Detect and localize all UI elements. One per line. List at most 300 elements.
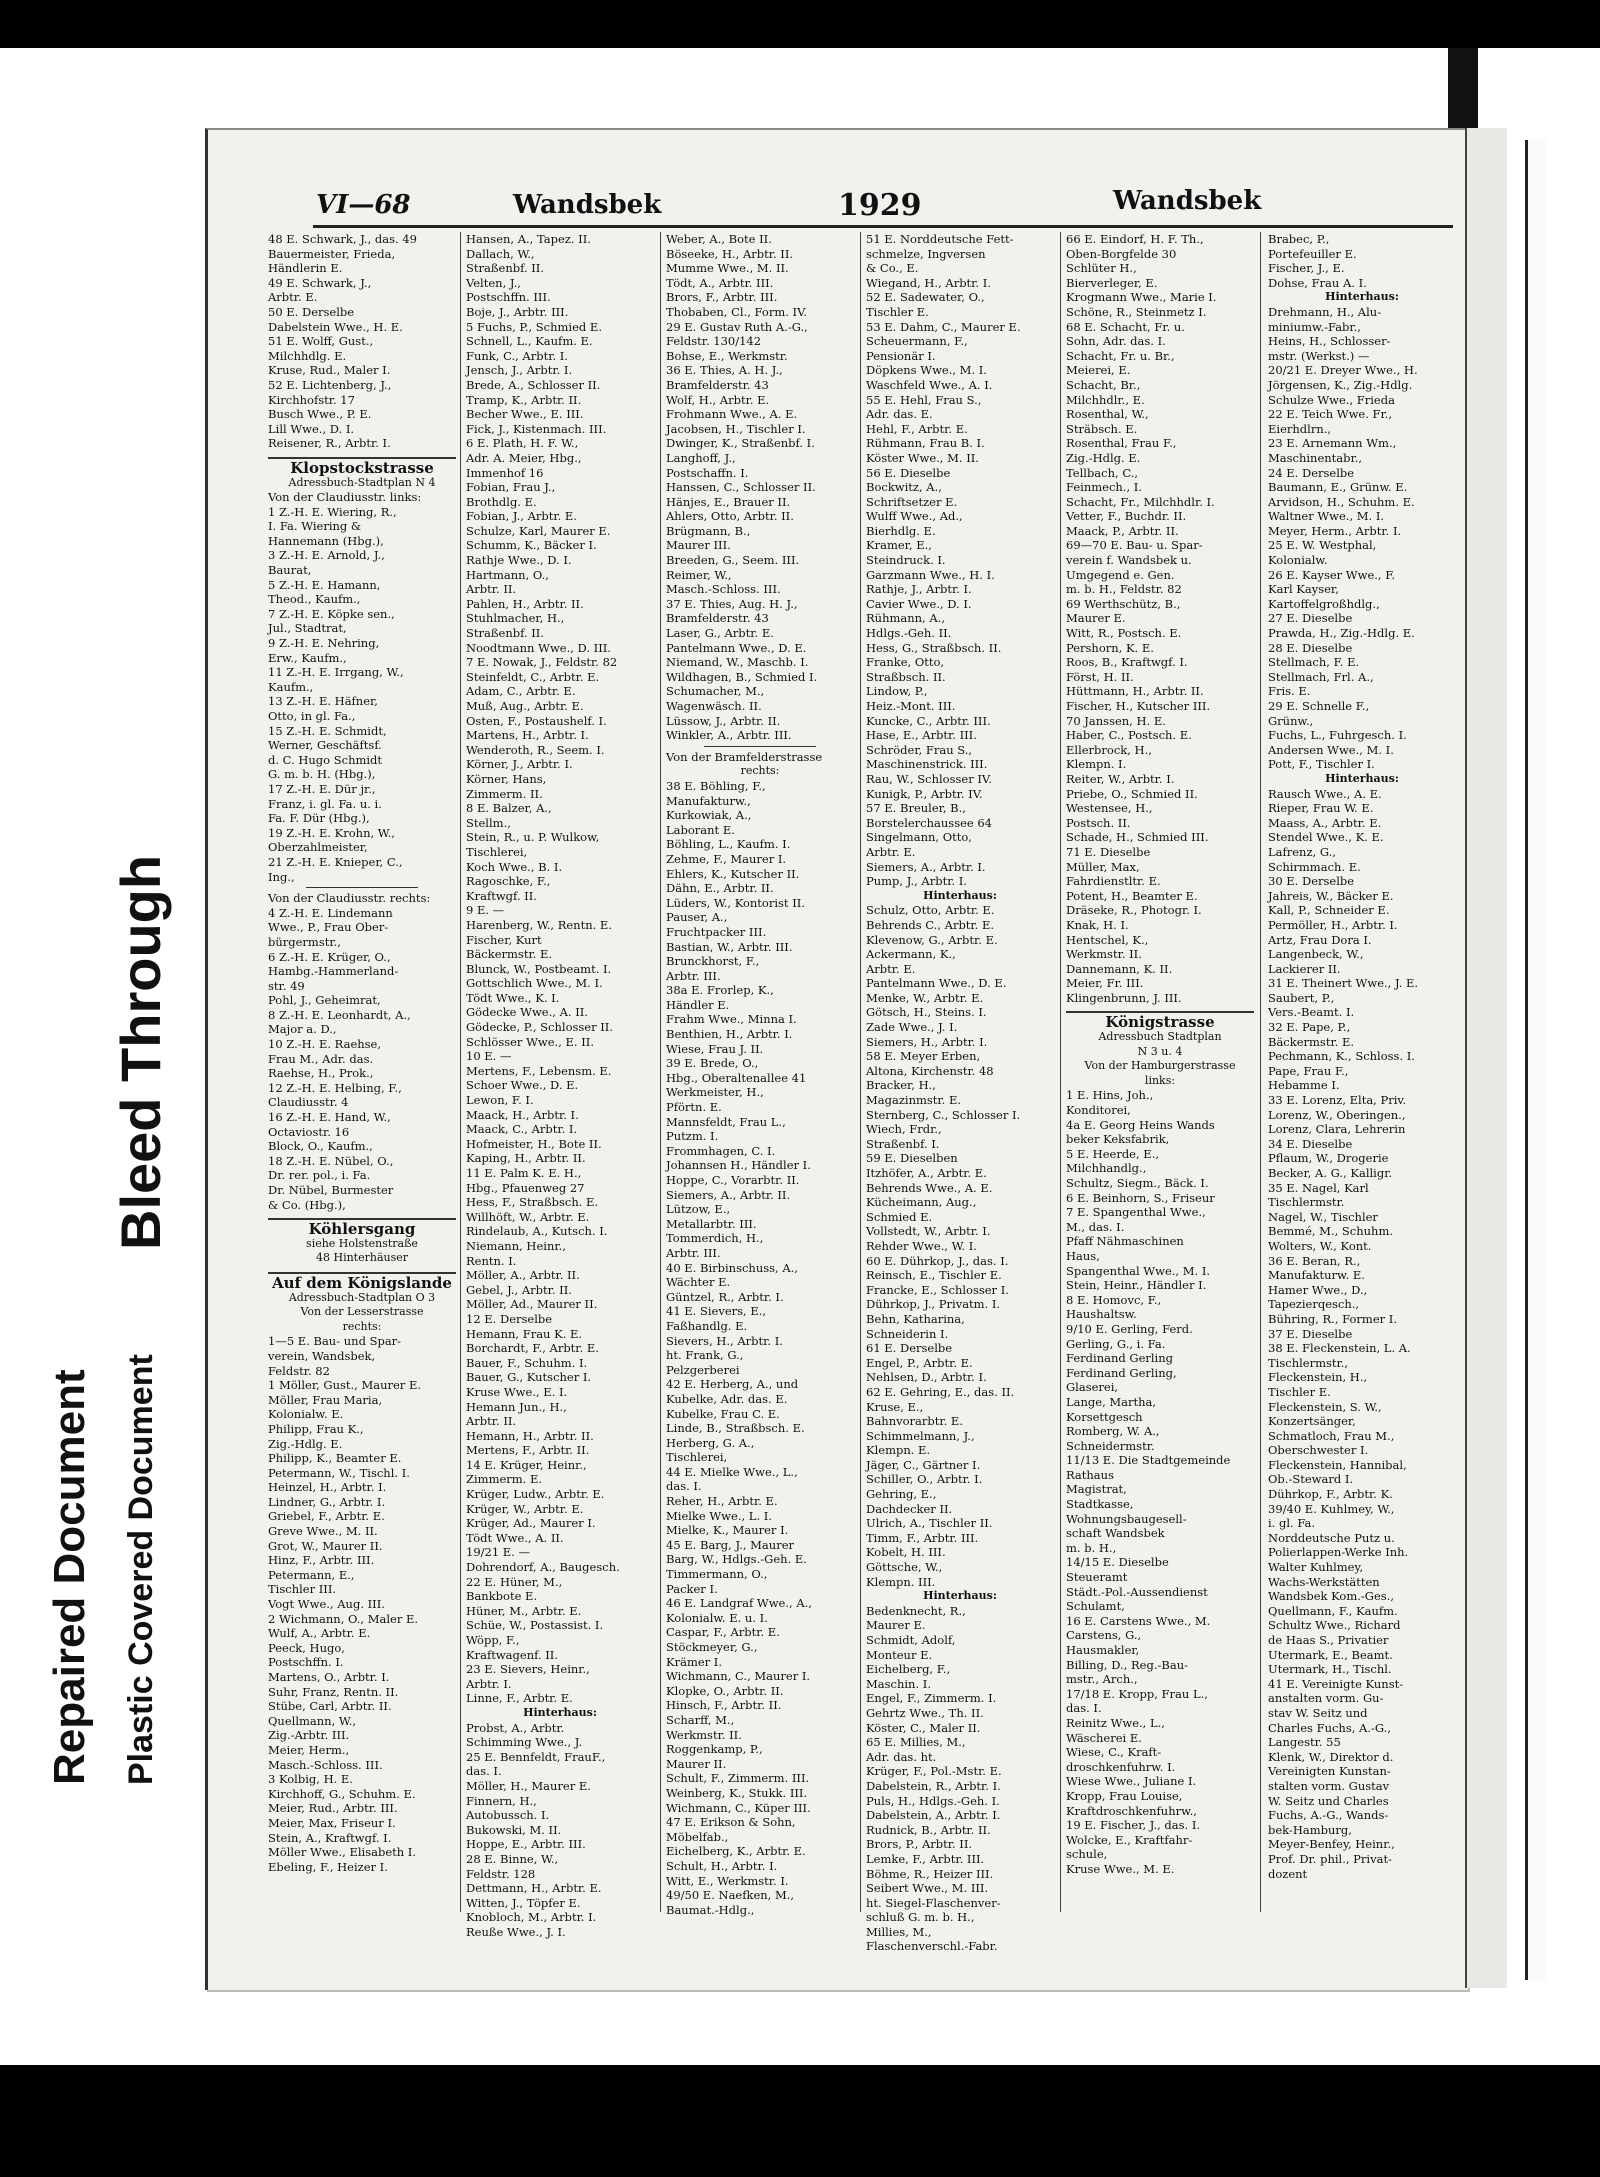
directory-entry: 46 E. Landgraf Wwe., A.,: [666, 1596, 812, 1611]
directory-entry: Böhme, R., Heizer III.: [866, 1866, 994, 1881]
directory-entry: Scharff, M.,: [666, 1712, 735, 1727]
directory-entry: Stuhlmacher, H.,: [466, 611, 565, 626]
directory-entry: Arbtr. III.: [666, 968, 721, 983]
directory-entry: Kraftwgf. II.: [466, 888, 537, 903]
directory-entry: Feinmech., I.: [1066, 480, 1142, 495]
directory-entry: Fris. E.: [1268, 684, 1311, 699]
directory-entry: i. gl. Fa.: [1268, 1516, 1316, 1531]
directory-entry: Portefeuiller E.: [1268, 246, 1357, 261]
directory-entry: Rühmann, A.,: [866, 611, 945, 626]
directory-entry: Bukowski, M. II.: [466, 1822, 562, 1837]
directory-entry: Vers.-Beamt. I.: [1268, 1005, 1355, 1020]
directory-entry: Witten, J., Töpfer E.: [466, 1895, 581, 1910]
directory-entry: Köster Wwe., M. II.: [866, 450, 979, 465]
directory-entry: Werkmstr. II.: [666, 1727, 742, 1742]
directory-entry: Steueramt: [1066, 1570, 1128, 1585]
directory-entry: Karl Kayser,: [1268, 582, 1339, 597]
directory-entry: Engel, F., Zimmerm. I.: [866, 1691, 997, 1706]
directory-entry: Stein, R., u. P. Wulkow,: [466, 830, 600, 845]
directory-entry: Zehme, F., Maurer I.: [666, 851, 787, 866]
street-subheading: N 3 u. 4: [1137, 1044, 1183, 1058]
directory-entry: Bohse, E., Werkmstr.: [666, 348, 788, 363]
directory-entry: 51 E. Wolff, Gust.,: [268, 334, 374, 349]
directory-entry: Baurat,: [268, 563, 312, 578]
directory-entry: Kruse Wwe., E. I.: [466, 1384, 568, 1399]
directory-entry: Dabelstein, A., Arbtr. I.: [866, 1808, 1001, 1823]
directory-entry: Dührkop, F., Arbtr. K.: [1268, 1487, 1393, 1502]
directory-entry: Pensionär I.: [866, 348, 936, 363]
directory-entry: 59 E. Dieselben: [866, 1151, 958, 1166]
directory-entry: Lemke, F., Arbtr. III.: [866, 1851, 985, 1866]
page-number: VI—68: [316, 190, 411, 220]
directory-entry: 71 E. Dieselbe: [1066, 844, 1151, 859]
directory-entry: Kraftwagenf. II.: [466, 1647, 558, 1662]
directory-entry: 4a E. Georg Heins Wands: [1066, 1117, 1215, 1132]
directory-entry: Rosenthal, Frau F.,: [1066, 436, 1177, 451]
directory-entry: 23 E. Sievers, Heinr.,: [466, 1662, 590, 1677]
directory-entry: 1 Z.-H. E. Wiering, R.,: [268, 504, 397, 519]
directory-entry: Straßenbf. II.: [466, 261, 545, 276]
directory-entry: bürgermstr.,: [268, 934, 341, 949]
directory-entry: 22 E. Hüner, M.,: [466, 1574, 563, 1589]
directory-entry: Lewon, F. I.: [466, 1093, 534, 1108]
directory-entry: Linde, B., Straßbsch. E.: [666, 1421, 805, 1436]
plastic-covered-label: Plastic Covered Document: [122, 1354, 160, 1785]
directory-entry: Stadtkasse,: [1066, 1497, 1134, 1512]
directory-entry: Schulze, Karl, Maurer E.: [466, 523, 611, 538]
directory-entry: Rehder Wwe., W. I.: [866, 1238, 977, 1253]
directory-entry: Stein, A., Kraftwgf. I.: [268, 1830, 392, 1845]
directory-entry: Bauermeister, Frieda,: [268, 246, 396, 261]
directory-entry: Lüders, W., Kontorist II.: [666, 895, 805, 910]
directory-entry: schmelze, Ingversen: [866, 246, 986, 261]
directory-entry: Schüe, W., Postassist. I.: [466, 1618, 604, 1633]
directory-entry: Billing, D., Reg.-Bau-: [1066, 1657, 1188, 1672]
directory-entry: Major a. D.,: [268, 1022, 337, 1037]
directory-entry: Kücheimann, Aug.,: [866, 1195, 977, 1210]
directory-entry: Kaping, H., Arbtr. II.: [466, 1151, 586, 1166]
directory-entry: Bierhdlg. E.: [866, 523, 936, 538]
directory-entry: Walter Kuhlmey,: [1268, 1560, 1364, 1575]
directory-entry: de Haas S., Privatier: [1268, 1633, 1389, 1647]
directory-entry: Reinitz Wwe., L.,: [1066, 1715, 1165, 1730]
directory-entry: Bankbote E.: [466, 1589, 538, 1604]
directory-entry: Meier, Max, Friseur I.: [268, 1815, 396, 1830]
column-divider: [660, 232, 661, 1912]
directory-entry: Witt, E., Werkmstr. I.: [666, 1873, 789, 1888]
directory-entry: Siemers, A., Arbtr. I.: [866, 859, 986, 874]
directory-entry: 41 E. Sievers, E.,: [666, 1304, 767, 1319]
directory-entry: Schacht, Fr., Milchhdlr. I.: [1066, 494, 1215, 509]
directory-entry: 14/15 E. Dieselbe: [1066, 1555, 1169, 1570]
directory-entry: 9 E. —: [466, 903, 505, 918]
directory-entry: Krüger, F., Pol.-Mstr. E.: [866, 1764, 1002, 1779]
directory-entry: Peeck, Hugo,: [268, 1640, 345, 1655]
directory-entry: Rathaus: [1066, 1467, 1114, 1482]
directory-entry: 8 E. Balzer, A.,: [466, 801, 552, 816]
directory-entry: Wwe., P., Frau Ober-: [268, 920, 389, 935]
directory-entry: Timm, F., Arbtr. III.: [866, 1530, 979, 1545]
directory-entry: Boje, J., Arbtr. III.: [466, 304, 569, 319]
directory-entry: Bracker, H.,: [866, 1078, 936, 1093]
directory-entry: Saubert, P.,: [1268, 990, 1335, 1005]
directory-entry: Krogmann Wwe., Marie I.: [1066, 290, 1217, 305]
bleed-through-label: Bleed Through: [108, 845, 173, 1260]
directory-entry: Bauer, F., Schuhm. I.: [466, 1355, 588, 1370]
street-heading: Klopstockstrasse: [268, 457, 456, 476]
directory-entry: Lindow, P.,: [866, 684, 928, 699]
directory-entry: 47 E. Erikson & Sohn,: [666, 1815, 796, 1830]
directory-entry: Hanssen, C., Schlosser II.: [666, 480, 816, 495]
directory-entry: Petermann, W., Tischl. I.: [268, 1465, 410, 1480]
directory-entry: Feldstr. 130/142: [666, 334, 762, 349]
directory-entry: Adam, C., Arbtr. E.: [466, 684, 576, 699]
directory-entry: Wandsbek Kom.-Ges.,: [1268, 1589, 1394, 1604]
directory-entry: Reisener, R., Arbtr. I.: [268, 436, 391, 451]
directory-entry: Hinsch, F., Arbtr. II.: [666, 1698, 782, 1713]
directory-entry: Osten, F., Postaushelf. I.: [466, 713, 607, 728]
directory-entry: Griebel, F., Arbtr. E.: [268, 1509, 385, 1524]
directory-entry: Masch.-Schloss. III.: [268, 1757, 383, 1772]
directory-entry: Maschin. I.: [866, 1676, 931, 1691]
directory-entry: 44 E. Mielke Wwe., L.,: [666, 1464, 798, 1479]
directory-entry: Martens, H., Arbtr. I.: [466, 728, 589, 743]
directory-entry: Norddeutsche Putz u.: [1268, 1530, 1395, 1545]
directory-entry: Ferdinand Gerling,: [1066, 1365, 1177, 1380]
directory-entry: Schlüter H.,: [1066, 261, 1137, 276]
directory-entry: Charles Fuchs, A.-G.,: [1268, 1720, 1391, 1735]
directory-entry: Kobelt, H. III.: [866, 1545, 946, 1560]
directory-entry: Funk, C., Arbtr. I.: [466, 348, 568, 363]
directory-entry: Fischer, H., Kutscher III.: [1066, 699, 1211, 713]
directory-entry: Tischlermstr.: [1268, 1195, 1345, 1210]
directory-entry: Dohrendorf, A., Baugesch.: [466, 1560, 620, 1575]
directory-entry: Behrends Wwe., A. E.: [866, 1180, 993, 1195]
directory-entry: Tödt, A., Arbtr. III.: [666, 275, 774, 290]
directory-entry: Oberschwester I.: [1268, 1443, 1369, 1458]
directory-entry: mstr. (Werkst.) —: [1268, 348, 1370, 363]
directory-entry: Dabelstein, R., Arbtr. I.: [866, 1778, 1001, 1793]
directory-entry: 45 E. Barg, J., Maurer: [666, 1537, 794, 1552]
directory-entry: Gerling, G., i. Fa.: [1066, 1336, 1166, 1351]
directory-entry: Kolonialw. E.: [268, 1407, 344, 1422]
directory-entry: Stübe, Carl, Arbtr. II.: [268, 1699, 392, 1714]
directory-entry: Barg, W., Hdlgs.-Geh. E.: [666, 1552, 807, 1567]
directory-entry: 17/18 E. Kropp, Frau L.,: [1066, 1686, 1208, 1701]
directory-entry: Döpkens Wwe., M. I.: [866, 363, 987, 378]
directory-entry: Muß, Aug., Arbtr. E.: [466, 699, 584, 713]
directory-entry: ht. Siegel-Flaschenver-: [866, 1895, 1001, 1910]
directory-entry: Schnell, L., Kaufm. E.: [466, 334, 593, 349]
directory-entry: Krämer I.: [666, 1654, 723, 1669]
directory-entry: 12 E. Derselbe: [466, 1311, 553, 1326]
directory-entry: Stein, Heinr., Händler I.: [1066, 1278, 1207, 1293]
directory-entry: Dräseke, R., Photogr. I.: [1066, 903, 1202, 918]
directory-entry: Behrends C., Arbtr. E.: [866, 917, 995, 932]
directory-entry: 29 E. Gustav Ruth A.-G.,: [666, 319, 808, 334]
column-divider: [1260, 232, 1261, 1912]
directory-entry: Feldstr. 128: [466, 1866, 536, 1881]
directory-entry: Wagenwäsch. II.: [666, 699, 762, 713]
directory-entry: Maack, P., Arbtr. II.: [1066, 523, 1179, 538]
directory-entry: Kirchhoff, G., Schuhm. E.: [268, 1786, 416, 1801]
directory-entry: Menke, W., Arbtr. E.: [866, 990, 984, 1005]
directory-entry: Sträbsch. E.: [1066, 421, 1138, 436]
section-rule: [704, 746, 817, 747]
directory-entry: Fischer, J., E.: [1268, 261, 1345, 276]
directory-entry: Hess, F., Straßbsch. E.: [466, 1195, 599, 1210]
directory-entry: Straßbsch. II.: [866, 669, 946, 684]
directory-entry: Rosenthal, W.,: [1066, 407, 1149, 422]
directory-entry: 68 E. Schacht, Fr. u.: [1066, 319, 1185, 334]
directory-entry: Theod., Kaufm.,: [268, 592, 361, 607]
directory-entry: Meyer-Benfey, Heinr.,: [1268, 1837, 1395, 1852]
directory-entry: Postschaffn. I.: [666, 465, 749, 480]
directory-entry: Wolf, H., Arbtr. E.: [666, 392, 770, 407]
directory-entry: 53 E. Dahm, C., Maurer E.: [866, 319, 1021, 334]
directory-entry: 7 E. Spangenthal Wwe.,: [1066, 1205, 1206, 1220]
directory-entry: 19 Z.-H. E. Krohn, W.,: [268, 825, 395, 840]
directory-entry: Bäckermstr. E.: [1268, 1034, 1355, 1049]
column-6: [1268, 232, 1456, 1912]
directory-entry: Andersen Wwe., M. I.: [1268, 742, 1394, 757]
directory-entry: Weber, A., Bote II.: [666, 232, 772, 246]
directory-entry: 65 E. Millies, M.,: [866, 1735, 966, 1750]
directory-entry: Sternberg, C., Schlosser I.: [866, 1107, 1021, 1122]
directory-entry: Octaviostr. 16: [268, 1124, 350, 1139]
directory-entry: ht. Frank, G.,: [666, 1348, 744, 1363]
directory-entry: Frau M., Adr. das.: [268, 1051, 374, 1066]
directory-entry: Borstelerchaussee 64: [866, 815, 992, 830]
directory-entry: 6 Z.-H. E. Krüger, O.,: [268, 949, 391, 964]
directory-entry: Pechmann, K., Schloss. I.: [1268, 1049, 1415, 1064]
directory-entry: Vereinigten Kunstan-: [1268, 1764, 1391, 1779]
directory-entry: 31 E. Theinert Wwe., J. E.: [1268, 976, 1419, 991]
directory-entry: 1 Möller, Gust., Maurer E.: [268, 1378, 422, 1393]
directory-entry: 11 Z.-H. E. Irrgang, W.,: [268, 665, 404, 680]
directory-entry: Hüner, M., Arbtr. E.: [466, 1603, 582, 1618]
directory-entry: Grünw.,: [1268, 713, 1314, 728]
directory-entry: Wolcke, E., Kraftfahr-: [1066, 1832, 1193, 1847]
directory-entry: das. I.: [666, 1479, 702, 1494]
directory-entry: Pflaum, W., Drogerie: [1268, 1151, 1389, 1166]
directory-entry: Becher Wwe., E. III.: [466, 407, 584, 422]
directory-entry: Gehring, E.,: [866, 1487, 937, 1502]
directory-entry: Schumm, K., Bäcker I.: [466, 538, 597, 553]
directory-entry: Tödt Wwe., A. II.: [466, 1530, 564, 1545]
directory-entry: Schlösser Wwe., E. II.: [466, 1034, 594, 1049]
directory-entry: Stendel Wwe., K. E.: [1268, 830, 1384, 845]
directory-entry: Wäscherei E.: [1066, 1730, 1142, 1745]
directory-entry: 66 E. Eindorf, H. F. Th.,: [1066, 232, 1204, 246]
directory-entry: Bühring, R., Former I.: [1268, 1311, 1397, 1326]
directory-entry: Tischlermstr.,: [1268, 1355, 1349, 1370]
directory-entry: Tischler III.: [268, 1582, 337, 1597]
directory-entry: 48 E. Schwark, J., das. 49: [268, 232, 417, 246]
directory-entry: Eierhdlrn.,: [1268, 421, 1332, 436]
directory-entry: Schult, F., Zimmerm. III.: [666, 1771, 810, 1786]
directory-entry: Maurer E.: [1066, 611, 1126, 626]
directory-entry: Wulf, A., Arbtr. E.: [268, 1626, 371, 1641]
directory-entry: Autobussch. I.: [466, 1808, 550, 1823]
directory-entry: Mielke, K., Maurer I.: [666, 1523, 789, 1538]
directory-entry: 25 E. Bennfeldt, FrauF.,: [466, 1749, 606, 1764]
directory-entry: Kropp, Frau Louise,: [1066, 1788, 1183, 1803]
directory-entry: 51 E. Norddeutsche Fett-: [866, 232, 1014, 246]
directory-entry: Arbtr. I.: [466, 1676, 512, 1691]
directory-entry: Hdlgs.-Geh. II.: [866, 626, 952, 641]
directory-entry: Meyer, Herm., Arbtr. I.: [1268, 523, 1402, 538]
directory-entry: Dabelstein Wwe., H. E.: [268, 319, 403, 334]
directory-entry: Schröder, Frau S.,: [866, 742, 973, 757]
directory-entry: Klempn. I.: [1066, 757, 1127, 772]
hinterhaus-label: Hinterhaus:: [523, 1705, 597, 1719]
directory-entry: Wiese, C., Kraft-: [1066, 1745, 1162, 1760]
directory-entry: Dwinger, K., Straßenbf. I.: [666, 436, 815, 451]
directory-entry: 28 E. Dieselbe: [1268, 640, 1353, 655]
directory-entry: 38 E. Böhling, F.,: [666, 778, 766, 793]
directory-entry: Lorenz, Clara, Lehrerin: [1268, 1122, 1406, 1137]
directory-entry: Hausmakler,: [1066, 1643, 1140, 1657]
directory-entry: Schacht, Br.,: [1066, 377, 1141, 392]
directory-entry: Pump, J., Arbtr. I.: [866, 874, 967, 889]
directory-entry: Knak, H. I.: [1066, 917, 1129, 932]
directory-entry: Milchhandlg.,: [1066, 1161, 1147, 1176]
directory-entry: Klempn. III.: [866, 1574, 936, 1589]
directory-entry: 60 E. Dührkop, J., das. I.: [866, 1253, 1009, 1268]
directory-entry: Werkmeister, H.,: [666, 1085, 764, 1100]
directory-entry: Busch Wwe., P. E.: [268, 407, 372, 422]
column-divider: [1060, 232, 1061, 1912]
directory-entry: Faßhandlg. E.: [666, 1318, 748, 1333]
directory-entry: Wiese Wwe., Juliane I.: [1066, 1774, 1197, 1789]
directory-entry: Hoppe, E., Arbtr. III.: [466, 1837, 586, 1852]
directory-entry: & Co., E.: [866, 261, 919, 276]
directory-entry: Fruchtpacker III.: [666, 924, 767, 939]
directory-entry: Hemann, H., Arbtr. II.: [466, 1428, 594, 1443]
directory-entry: 39/40 E. Kuhlmey, W.,: [1268, 1501, 1395, 1516]
directory-entry: Dannemann, K. II.: [1066, 961, 1173, 976]
directory-entry: Arbtr. III.: [666, 1245, 721, 1260]
directory-entry: Hänjes, E., Brauer II.: [666, 494, 791, 509]
directory-entry: 6 E. Plath, H. F. W.,: [466, 436, 579, 451]
directory-entry: Pfaff Nähmaschinen: [1066, 1234, 1184, 1249]
directory-entry: Schirmmach. E.: [1268, 859, 1361, 874]
street-subheading: Von der Lesserstrasse: [300, 1305, 424, 1319]
directory-entry: Wulff Wwe., Ad.,: [866, 509, 963, 524]
directory-entry: Hase, E., Arbtr. III.: [866, 728, 977, 743]
directory-entry: 62 E. Gehring, E., das. II.: [866, 1384, 1015, 1399]
directory-entry: Händler E.: [666, 997, 730, 1012]
directory-entry: Zade Wwe., J. I.: [866, 1020, 958, 1035]
directory-entry: Haber, C., Postsch. E.: [1066, 728, 1192, 743]
directory-entry: 19 E. Fischer, J., das. I.: [1066, 1818, 1201, 1833]
directory-entry: Artz, Frau Dora I.: [1268, 932, 1372, 947]
directory-entry: Kraftdroschkenfuhrw.,: [1066, 1803, 1197, 1818]
directory-entry: Zimmerm. E.: [466, 1472, 543, 1487]
directory-entry: Pförtn. E.: [666, 1100, 722, 1115]
directory-entry: Ellerbrock, H.,: [1066, 742, 1152, 757]
directory-entry: Fleckenstein, H.,: [1268, 1370, 1368, 1385]
directory-entry: Stellm.,: [466, 815, 511, 830]
directory-entry: Maurer E.: [866, 1618, 926, 1633]
directory-entry: Dachdecker II.: [866, 1501, 953, 1516]
street-heading: Auf dem Königslande: [268, 1272, 456, 1291]
directory-entry: Pantelmann Wwe., D. E.: [866, 976, 1007, 991]
directory-entry: Koch Wwe., B. I.: [466, 859, 563, 874]
directory-entry: 50 E. Derselbe: [268, 304, 355, 319]
directory-entry: 8 Z.-H. E. Leonhardt, A.,: [268, 1007, 411, 1022]
directory-entry: 19/21 E. —: [466, 1545, 531, 1560]
directory-entry: Müller, Max,: [1066, 859, 1140, 874]
directory-entry: Wichmann, C., Maurer I.: [666, 1669, 811, 1684]
directory-entry: 33 E. Lorenz, Elta, Priv.: [1268, 1093, 1407, 1108]
directory-entry: Masch.-Schloss. III.: [666, 582, 781, 597]
directory-entry: bek-Hamburg,: [1268, 1822, 1352, 1837]
directory-entry: Schneidermstr.: [1066, 1438, 1155, 1453]
directory-entry: Möller, Frau Maria,: [268, 1392, 383, 1407]
directory-entry: 1 E. Hins, Joh.,: [1066, 1088, 1154, 1103]
directory-entry: Hartmann, O.,: [466, 567, 549, 582]
directory-entry: Velten, J.,: [466, 275, 521, 290]
directory-entry: Schumacher, M.,: [666, 684, 765, 699]
directory-entry: Seibert Wwe., M. III.: [866, 1881, 989, 1896]
directory-entry: Arbtr. E.: [268, 290, 318, 305]
directory-entry: Waltner Wwe., M. I.: [1268, 509, 1385, 524]
directory-entry: Kruse Wwe., M. E.: [1066, 1861, 1175, 1876]
directory-entry: Schulz, Otto, Arbtr. E.: [866, 903, 995, 918]
directory-entry: 36 E. Thies, A. H. J.,: [666, 363, 783, 378]
directory-entry: Schmatloch, Frau M.,: [1268, 1428, 1395, 1443]
directory-entry: Klopke, O., Arbtr. II.: [666, 1683, 784, 1698]
directory-entry: 34 E. Dieselbe: [1268, 1136, 1353, 1151]
column-2: [466, 232, 654, 1939]
directory-entry: Maack, C., Arbtr. I.: [466, 1122, 578, 1137]
directory-entry: Lackierer II.: [1268, 961, 1341, 976]
directory-entry: Glaserei,: [1066, 1380, 1119, 1395]
page-year: 1929: [838, 188, 922, 223]
directory-entry: Pelzgerberei: [666, 1362, 740, 1377]
directory-entry: 7 E. Nowak, J., Feldstr. 82: [466, 655, 618, 670]
directory-entry: Pauser, A.,: [666, 910, 728, 925]
directory-entry: Hemann, Frau K. E.: [466, 1326, 583, 1341]
directory-entry: 69 Werthschütz, B.,: [1066, 596, 1181, 611]
directory-entry: 3 Z.-H. E. Arnold, J.,: [268, 548, 385, 563]
directory-entry: G. m. b. H. (Hbg.),: [268, 767, 376, 782]
directory-entry: Frohmann Wwe., A. E.: [666, 407, 798, 422]
directory-entry: Grot, W., Maurer II.: [268, 1538, 383, 1553]
directory-entry: Baumat.-Hdlg.,: [666, 1902, 755, 1917]
directory-entry: 3 Kolbig, H. E.: [268, 1772, 353, 1787]
directory-entry: 5 Z.-H. E. Hamann,: [268, 577, 381, 592]
directory-entry: Tödt Wwe., K. I.: [466, 990, 560, 1005]
directory-entry: 56 E. Dieselbe: [866, 465, 951, 480]
directory-entry: Brors, P., Arbtr. II.: [866, 1837, 973, 1852]
directory-entry: Wohnungsbaugesell-: [1066, 1511, 1187, 1526]
street-subheading: Adressbuch-Stadtplan O 3: [288, 1290, 436, 1304]
directory-entry: 21 Z.-H. E. Knieper, C.,: [268, 854, 403, 869]
directory-entry: Bramfelderstr. 43: [666, 611, 769, 626]
directory-entry: Westensee, H.,: [1066, 801, 1153, 816]
directory-entry: 37 E. Thies, Aug. H. J.,: [666, 596, 798, 611]
directory-entry: Klenk, W., Direktor d.: [1268, 1749, 1394, 1764]
directory-entry: Magazinmstr. E.: [866, 1093, 962, 1108]
directory-entry: 20/21 E. Dreyer Wwe., H.: [1268, 363, 1418, 378]
directory-entry: Erw., Kaufm.,: [268, 650, 347, 665]
directory-entry: Konditorei,: [1066, 1103, 1131, 1118]
directory-entry: Reinsch, E., Tischler E.: [866, 1268, 1002, 1283]
directory-entry: Otto, in gl. Fa.,: [268, 709, 356, 723]
